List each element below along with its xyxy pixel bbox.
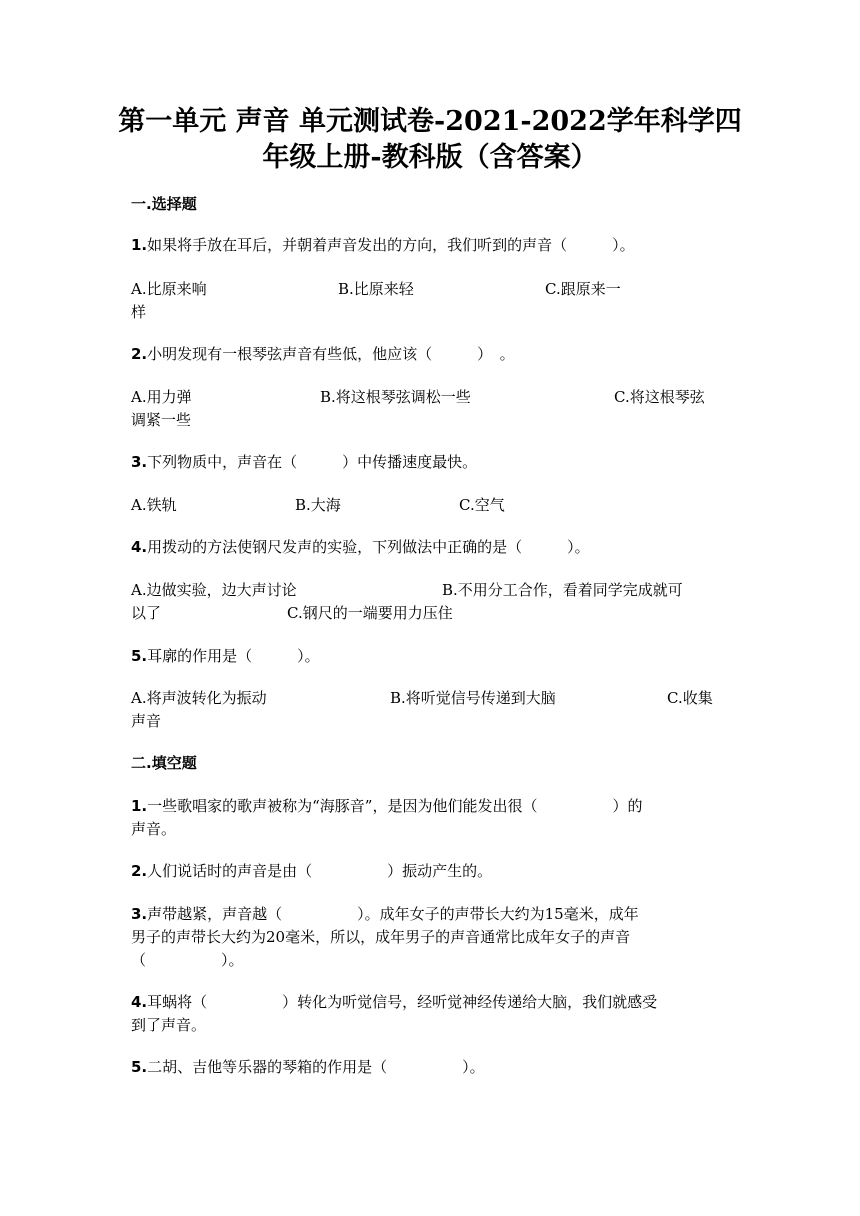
option-c: C.将这根琴弦 [614,388,705,406]
option-a: A.比原来响 [131,280,207,298]
question-number: 2. [131,345,148,363]
question-number: 5. [131,1058,148,1076]
question-stem [131,645,731,668]
question-number: 1. [131,797,148,815]
option-a: A.用力弹 [131,388,192,406]
fill-question [131,795,731,818]
option-b: B.将这根琴弦调松一些 [320,388,471,406]
option-c: C.空气 [459,496,505,514]
question-line: 声带越紧，声音越（ ）。成年女子的声带长大约为15毫米，成年 [147,905,639,923]
question-number: 3. [131,453,148,471]
option-a: A.铁轨 [131,496,177,514]
option-a: A.将声波转化为振动 [131,689,267,707]
question-line: 耳蜗将（ ）转化为听觉信号，经听觉神经传递给大脑，我们就感受 [147,993,658,1011]
option-c: C.跟原来一 [545,280,621,298]
question-number: 4. [131,538,148,556]
question-number: 4. [131,993,148,1011]
question-text: 小明发现有一根琴弦声音有些低，他应该（ ） 。 [147,345,515,363]
question-number: 5. [131,647,148,665]
question-line: 男子的声带长大约为20毫米，所以，成年男子的声音通常比成年女子的声音 [131,928,631,946]
option-b: B.大海 [295,496,341,514]
fill-question [131,903,731,926]
title-line-1: 第一单元 声音 单元测试卷-2021-2022学年科学四 [118,106,742,137]
question-number: 1. [131,236,148,254]
fill-question [131,1056,731,1079]
fill-question [131,991,731,1014]
option-c: C.收集 [667,689,713,707]
option-c-wrap: 样 [131,303,147,321]
option-c-wrap: 调紧一些 [131,411,192,429]
section-heading-fill: 二.填空题 [131,754,197,772]
question-text: 下列物质中，声音在（ ）中传播速度最快。 [147,453,478,471]
option-b: B.将听觉信号传递到大脑 [390,689,556,707]
option-b: B.不用分工合作，看着同学完成就可 [442,581,683,599]
question-stem [131,234,731,257]
question-text: 耳廓的作用是（ ）。 [147,647,320,665]
question-number: 3. [131,905,148,923]
section-heading-choice: 一.选择题 [131,195,197,213]
page-title [100,104,760,176]
option-a: A.边做实验，边大声讨论 [131,581,297,599]
option-b-wrap: 以了 [131,604,162,622]
question-line: 人们说话时的声音是由（ ）振动产生的。 [147,862,493,880]
question-number: 2. [131,862,148,880]
option-c-wrap: 声音 [131,712,162,730]
question-line: （ ）。 [131,951,244,969]
option-b: B.比原来轻 [338,280,414,298]
fill-question [131,860,731,883]
question-stem [131,343,731,366]
question-stem [131,536,731,559]
question-text: 如果将手放在耳后，并朝着声音发出的方向，我们听到的声音（ ）。 [147,236,635,254]
question-stem [131,451,731,474]
title-line-2: 年级上册-教科版（含答案） [262,142,598,173]
question-line: 一些歌唱家的歌声被称为“海豚音”，是因为他们能发出很（ ）的 [147,797,643,815]
question-line: 声音。 [131,820,177,838]
question-text: 用拨动的方法使钢尺发声的实验，下列做法中正确的是（ ）。 [147,538,590,556]
question-line: 二胡、吉他等乐器的琴箱的作用是（ ）。 [147,1058,485,1076]
question-line: 到了声音。 [131,1016,207,1034]
option-c: C.钢尺的一端要用力压住 [287,604,453,622]
